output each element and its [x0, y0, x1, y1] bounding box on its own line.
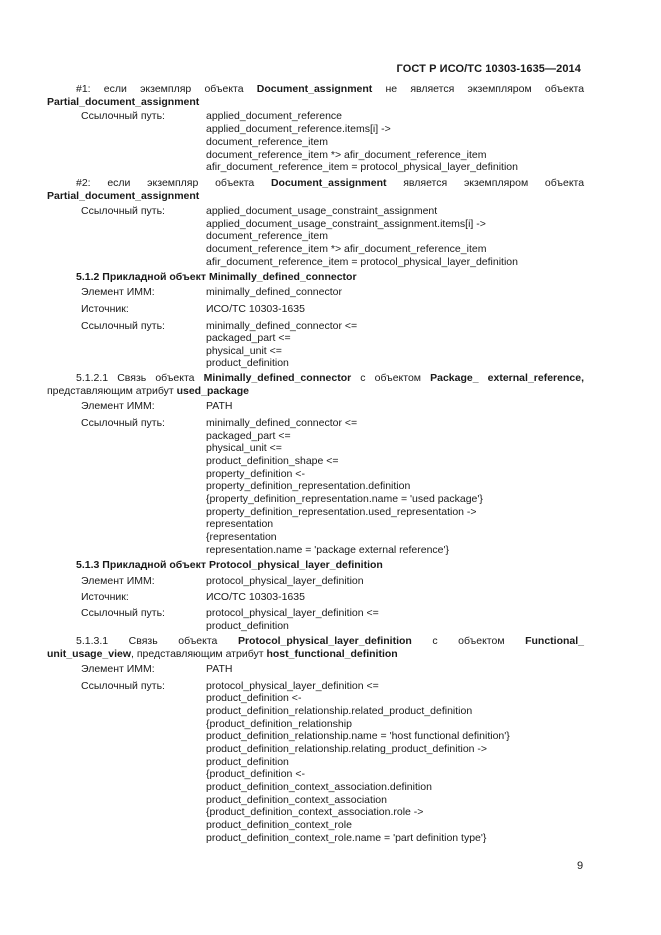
attribute-name: used_package	[176, 385, 249, 397]
attribute-name: host_functional_definition	[266, 648, 398, 660]
ref-path-label: Ссылочный путь:	[81, 607, 165, 619]
entity-name: Functional_	[525, 635, 585, 647]
ref-path-line: product_definition_relationship.name = 'host functional definition'}	[206, 730, 510, 742]
source-label: Источник:	[81, 303, 129, 315]
word: объекта	[544, 177, 585, 189]
section-number: 5.1.2.1	[76, 372, 109, 384]
word: экземпляр	[147, 177, 199, 189]
word: объекта	[215, 177, 255, 189]
entity-name: Package_	[430, 372, 479, 384]
cond-prefix: #2:	[76, 177, 91, 189]
ref-path-line: {property_definition_representation.name = 'used package'}	[206, 493, 483, 505]
word: объекта	[155, 372, 195, 384]
ref-path-line: product_definition	[206, 357, 289, 369]
condition-2-line	[76, 177, 584, 190]
ref-path-label: Ссылочный путь:	[81, 110, 165, 122]
ref-path-line: representation.name = 'package external reference'}	[206, 544, 450, 556]
imm-element-label: Элемент ИММ:	[81, 400, 155, 412]
ref-path-line: document_reference_item *> afir_document_reference_item	[206, 149, 487, 161]
ref-path-line: afir_document_reference_item = protocol_physical_layer_definition	[206, 256, 518, 268]
ref-path-line: product_definition_context_role.name = 'part definition type'}	[206, 832, 487, 844]
ref-path-label: Ссылочный путь:	[81, 417, 165, 429]
ref-path-line: product_definition_relationship.related_product_definition	[206, 705, 473, 717]
word: , представляющим атрибут	[131, 648, 264, 660]
ref-path-line: packaged_part <=	[206, 430, 291, 442]
ref-path-line: {product_definition_relationship	[206, 718, 352, 730]
ref-path-line: protocol_physical_layer_definition <=	[206, 607, 379, 619]
entity-name: Minimally_defined_connector	[203, 372, 352, 384]
ref-path-line: representation	[206, 518, 274, 530]
word: объекта	[204, 83, 244, 95]
word: Связь	[128, 635, 158, 647]
word: экземпляр	[140, 83, 192, 95]
ref-path-line: product_definition <-	[206, 692, 302, 704]
ref-path-line: applied_document_usage_constraint_assignment	[206, 205, 438, 217]
entity-name: Partial_document_assignment	[47, 96, 200, 108]
section-heading-5-1-3-1-cont	[47, 648, 584, 661]
word: экземпляром	[463, 177, 529, 189]
imm-element-label: Элемент ИММ:	[81, 663, 155, 675]
imm-element-value: minimally_defined_connector	[206, 286, 342, 298]
ref-path-line: product_definition_context_association	[206, 794, 387, 806]
entity-name: Document_assignment	[270, 177, 387, 189]
word: представляющим атрибут	[47, 385, 174, 397]
condition-1-entity	[47, 96, 584, 109]
section-number: 5.1.3.1	[76, 635, 109, 647]
imm-element-label: Элемент ИММ:	[81, 575, 155, 587]
imm-element-value: PATH	[206, 663, 233, 675]
source-value: ИСО/ТС 10303-1635	[206, 591, 305, 603]
ref-path-line: minimally_defined_connector <=	[206, 417, 358, 429]
word: Связь	[117, 372, 147, 384]
ref-path-line: applied_document_reference	[206, 110, 343, 122]
ref-path-line: physical_unit <=	[206, 442, 282, 454]
word: с	[360, 372, 366, 384]
entity-name: Protocol_physical_layer_definition	[237, 635, 412, 647]
entity-name: Partial_document_assignment	[47, 190, 200, 202]
document-header: ГОСТ Р ИСО/ТС 10303-1635—2014	[396, 63, 581, 75]
section-heading-5-1-2: 5.1.2 Прикладной объект Minimally_defined_connector	[76, 271, 357, 283]
word: с	[432, 635, 438, 647]
ref-path-line: product_definition_context_association.definition	[206, 781, 432, 793]
condition-2-entity	[47, 190, 584, 203]
word: объекта	[178, 635, 218, 647]
entity-name: unit_usage_view	[47, 648, 132, 660]
word: если	[103, 83, 127, 95]
ref-path-line: minimally_defined_connector <=	[206, 320, 358, 332]
word: не	[385, 83, 398, 95]
ref-path-line: property_definition_representation.definition	[206, 480, 411, 492]
section-heading-5-1-2-1-cont	[47, 385, 584, 398]
ref-path-line: property_definition_representation.used_representation ->	[206, 506, 477, 518]
word: объектом	[374, 372, 422, 384]
ref-path-label: Ссылочный путь:	[81, 205, 165, 217]
ref-path-line: applied_document_usage_constraint_assignment.items[i] ->	[206, 218, 486, 230]
ref-path-line: property_definition <-	[206, 468, 305, 480]
ref-path-line: {product_definition <-	[206, 768, 305, 780]
imm-element-value: PATH	[206, 400, 233, 412]
ref-path-line: protocol_physical_layer_definition <=	[206, 680, 379, 692]
ref-path-line: product_definition_relationship.relating_product_definition ->	[206, 743, 488, 755]
ref-path-line: document_reference_item	[206, 230, 328, 242]
condition-1-line	[76, 83, 584, 96]
ref-path-line: document_reference_item	[206, 136, 328, 148]
ref-path-line: product_definition_context_role	[206, 819, 352, 831]
ref-path-line: packaged_part <=	[206, 332, 291, 344]
cond-prefix: #1:	[76, 83, 91, 95]
ref-path-line: product_definition	[206, 620, 289, 632]
word: объектом	[458, 635, 505, 647]
section-heading-5-1-2-1	[76, 372, 584, 385]
ref-path-line: applied_document_reference.items[i] ->	[206, 123, 391, 135]
page-number: 9	[577, 860, 584, 872]
entity-name: external_reference,	[487, 372, 584, 384]
ref-path-line: product_definition	[206, 756, 289, 768]
ref-path-line: document_reference_item *> afir_document_reference_item	[206, 243, 487, 255]
entity-name: Document_assignment	[256, 83, 373, 95]
source-label: Источник:	[81, 591, 129, 603]
word: является	[403, 177, 448, 189]
ref-path-line: {representation	[206, 531, 277, 543]
word: экземпляром	[467, 83, 532, 95]
source-value: ИСО/ТС 10303-1635	[206, 303, 305, 315]
word: объекта	[544, 83, 585, 95]
ref-path-line: product_definition_shape <=	[206, 455, 339, 467]
section-heading-5-1-3-1	[76, 635, 584, 648]
imm-element-label: Элемент ИММ:	[81, 286, 155, 298]
ref-path-label: Ссылочный путь:	[81, 320, 165, 332]
ref-path-line: {product_definition_context_association.role ->	[206, 806, 424, 818]
ref-path-line: afir_document_reference_item = protocol_physical_layer_definition	[206, 161, 518, 173]
word: если	[107, 177, 131, 189]
word: является	[410, 83, 455, 95]
section-heading-5-1-3: 5.1.3 Прикладной объект Protocol_physical_layer_definition	[76, 559, 383, 571]
imm-element-value: protocol_physical_layer_definition	[206, 575, 364, 587]
ref-path-line: physical_unit <=	[206, 345, 282, 357]
ref-path-label: Ссылочный путь:	[81, 680, 165, 692]
